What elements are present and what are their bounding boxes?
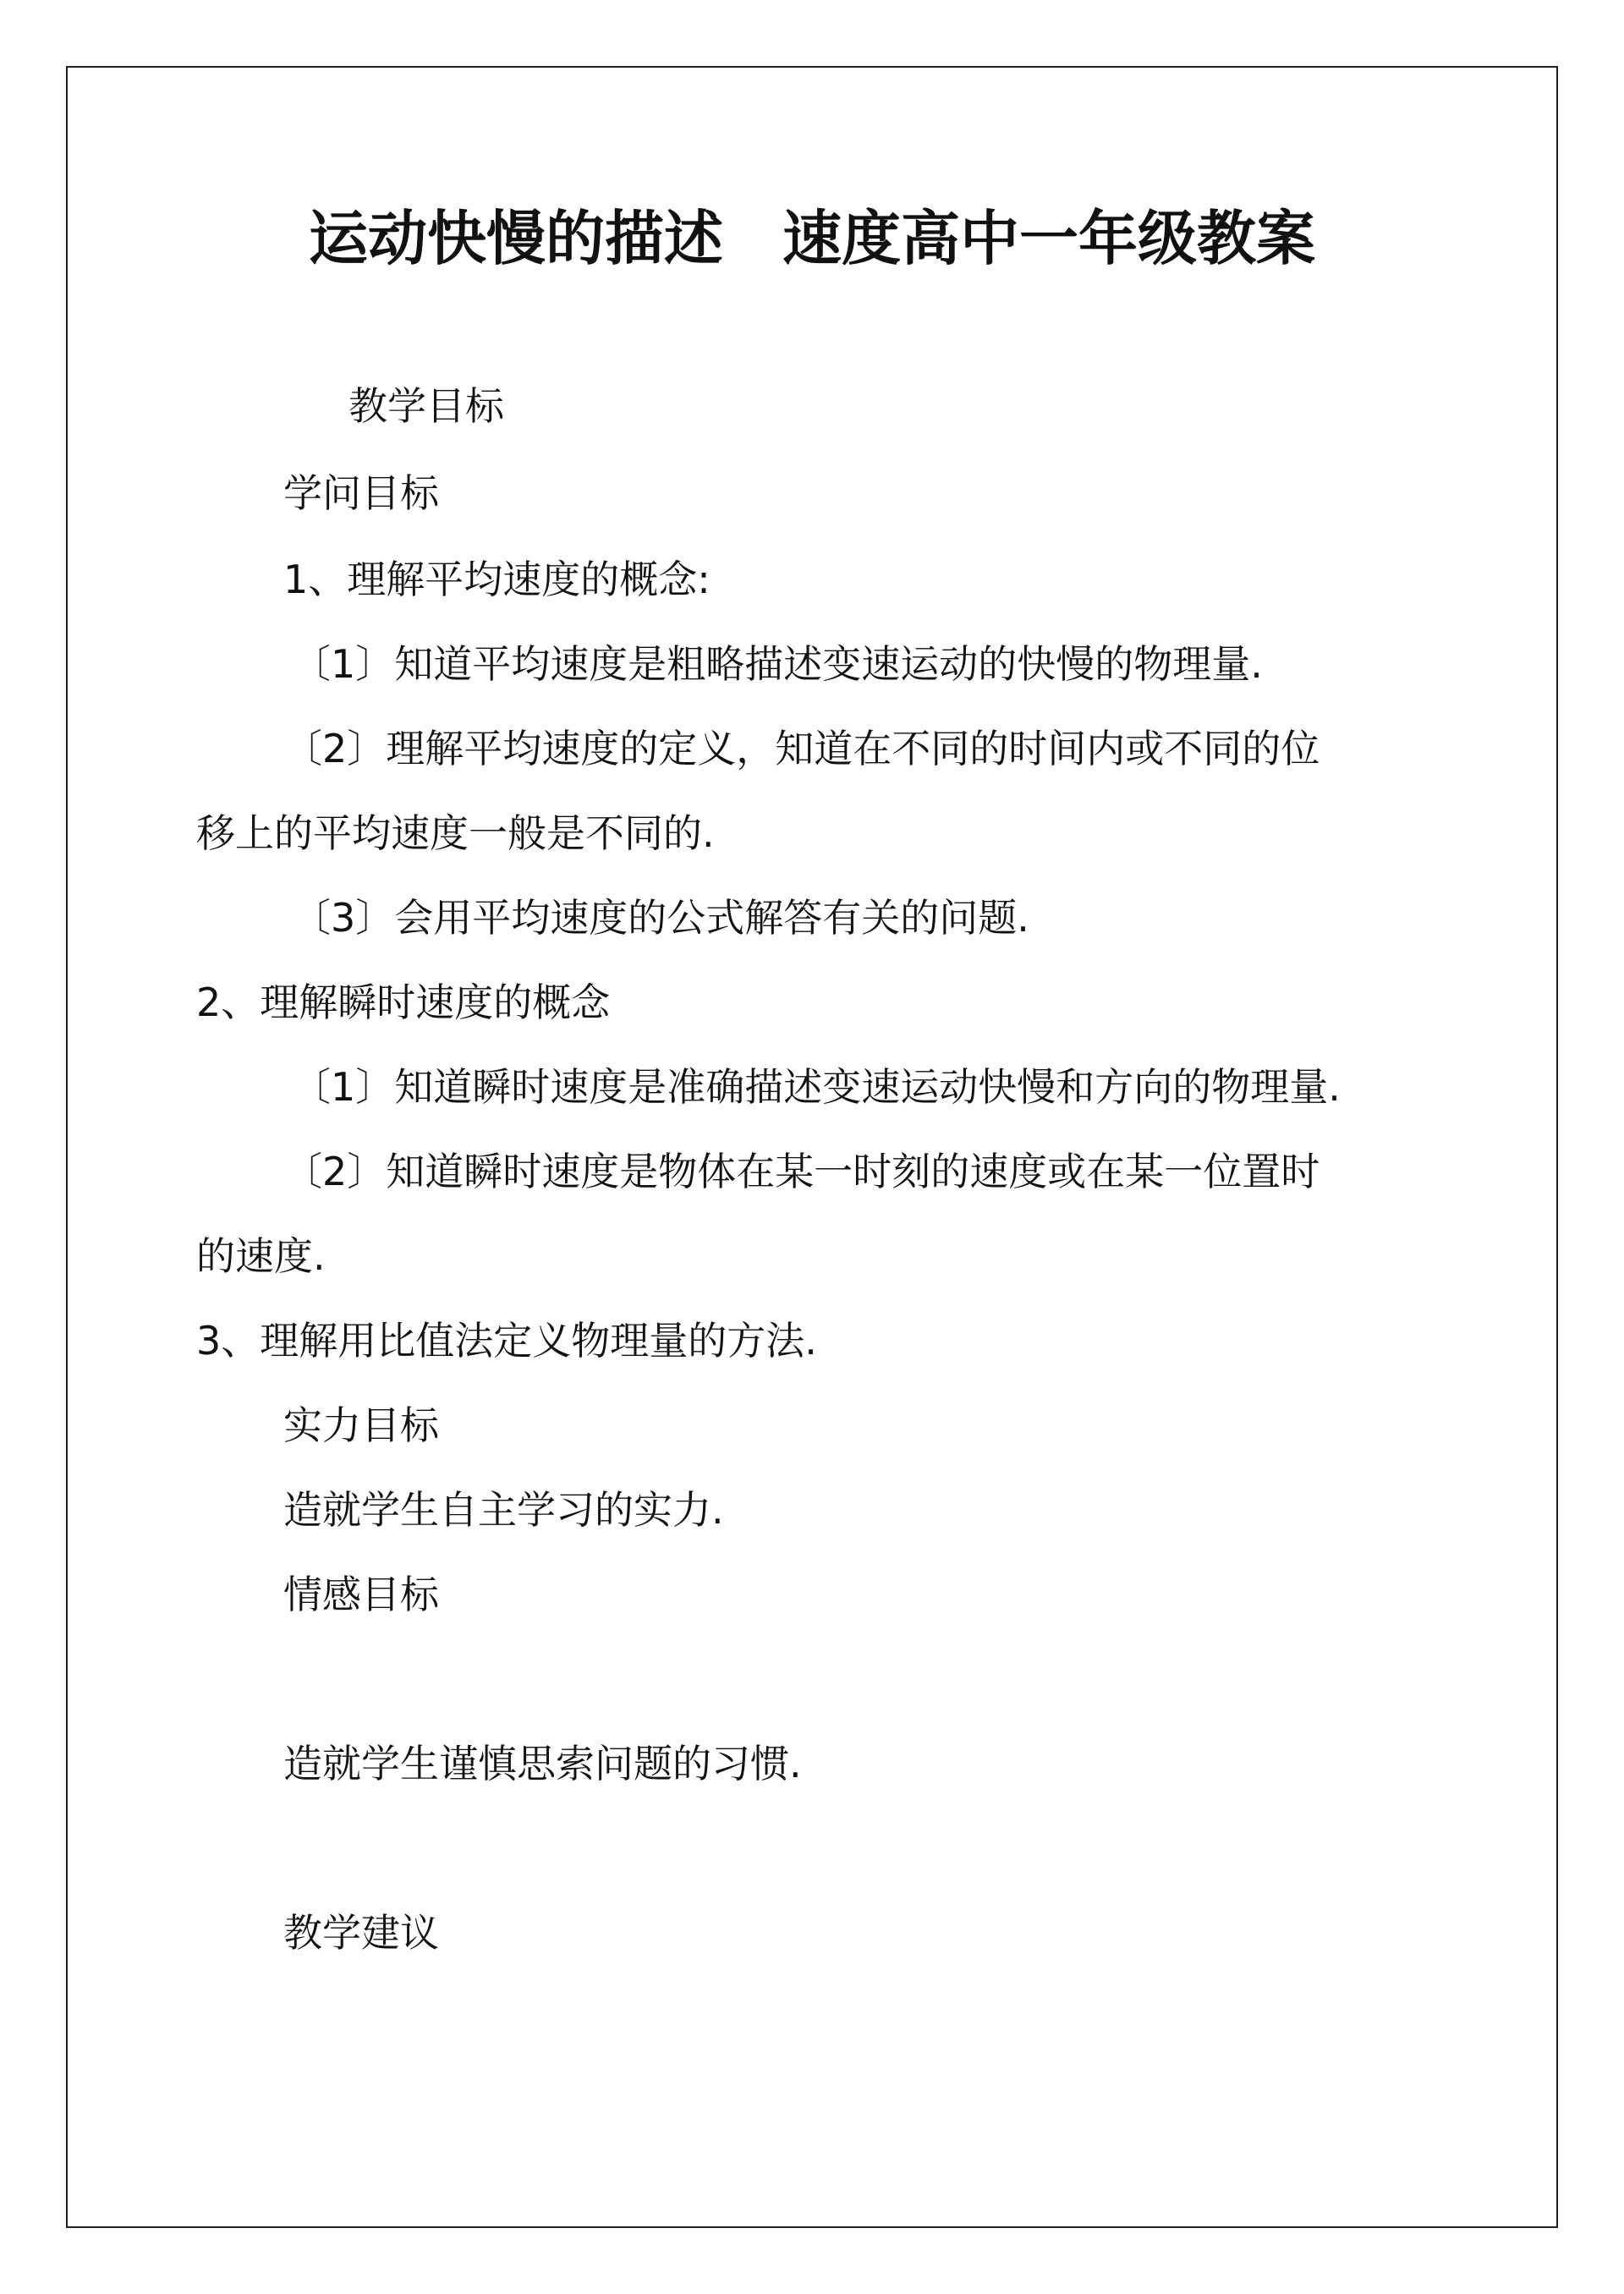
- item-1-2: 〔2〕理解平均速度的定义，知道在不同的时间内或不同的位: [283, 726, 1320, 771]
- heading-emotion-goals: 情感目标: [283, 1572, 439, 1617]
- item-1-1: 〔1〕知道平均速度是粗略描述变速运动的快慢的物理量.: [292, 641, 1263, 687]
- item-1-average-velocity: 1、理解平均速度的概念:: [283, 557, 710, 602]
- item-2-2-continued: 的速度.: [196, 1233, 326, 1279]
- item-2-instantaneous-velocity: 2、理解瞬时速度的概念: [196, 980, 611, 1025]
- item-2-2: 〔2〕知道瞬时速度是物体在某一时刻的速度或在某一位置时: [283, 1149, 1320, 1194]
- item-2-1: 〔1〕知道瞬时速度是准确描述变速运动快慢和方向的物理量.: [292, 1064, 1341, 1110]
- heading-ability-goals: 实力目标: [283, 1402, 439, 1448]
- item-1-2-continued: 移上的平均速度一般是不同的.: [196, 810, 715, 856]
- document-title: 运动快慢的描述 速度高中一年级教案: [309, 203, 1315, 273]
- heading-teaching-suggestions: 教学建议: [283, 1910, 439, 1956]
- item-1-3: 〔3〕会用平均速度的公式解答有关的问题.: [292, 895, 1029, 941]
- heading-knowledge-goals: 学问目标: [283, 470, 439, 516]
- emotion-goal-text: 造就学生谨慎思索问题的习惯.: [283, 1741, 802, 1786]
- ability-goal-text: 造就学生自主学习的实力.: [283, 1487, 724, 1533]
- item-3-ratio-method: 3、理解用比值法定义物理量的方法.: [196, 1318, 817, 1364]
- heading-teaching-goals: 教学目标: [348, 383, 504, 429]
